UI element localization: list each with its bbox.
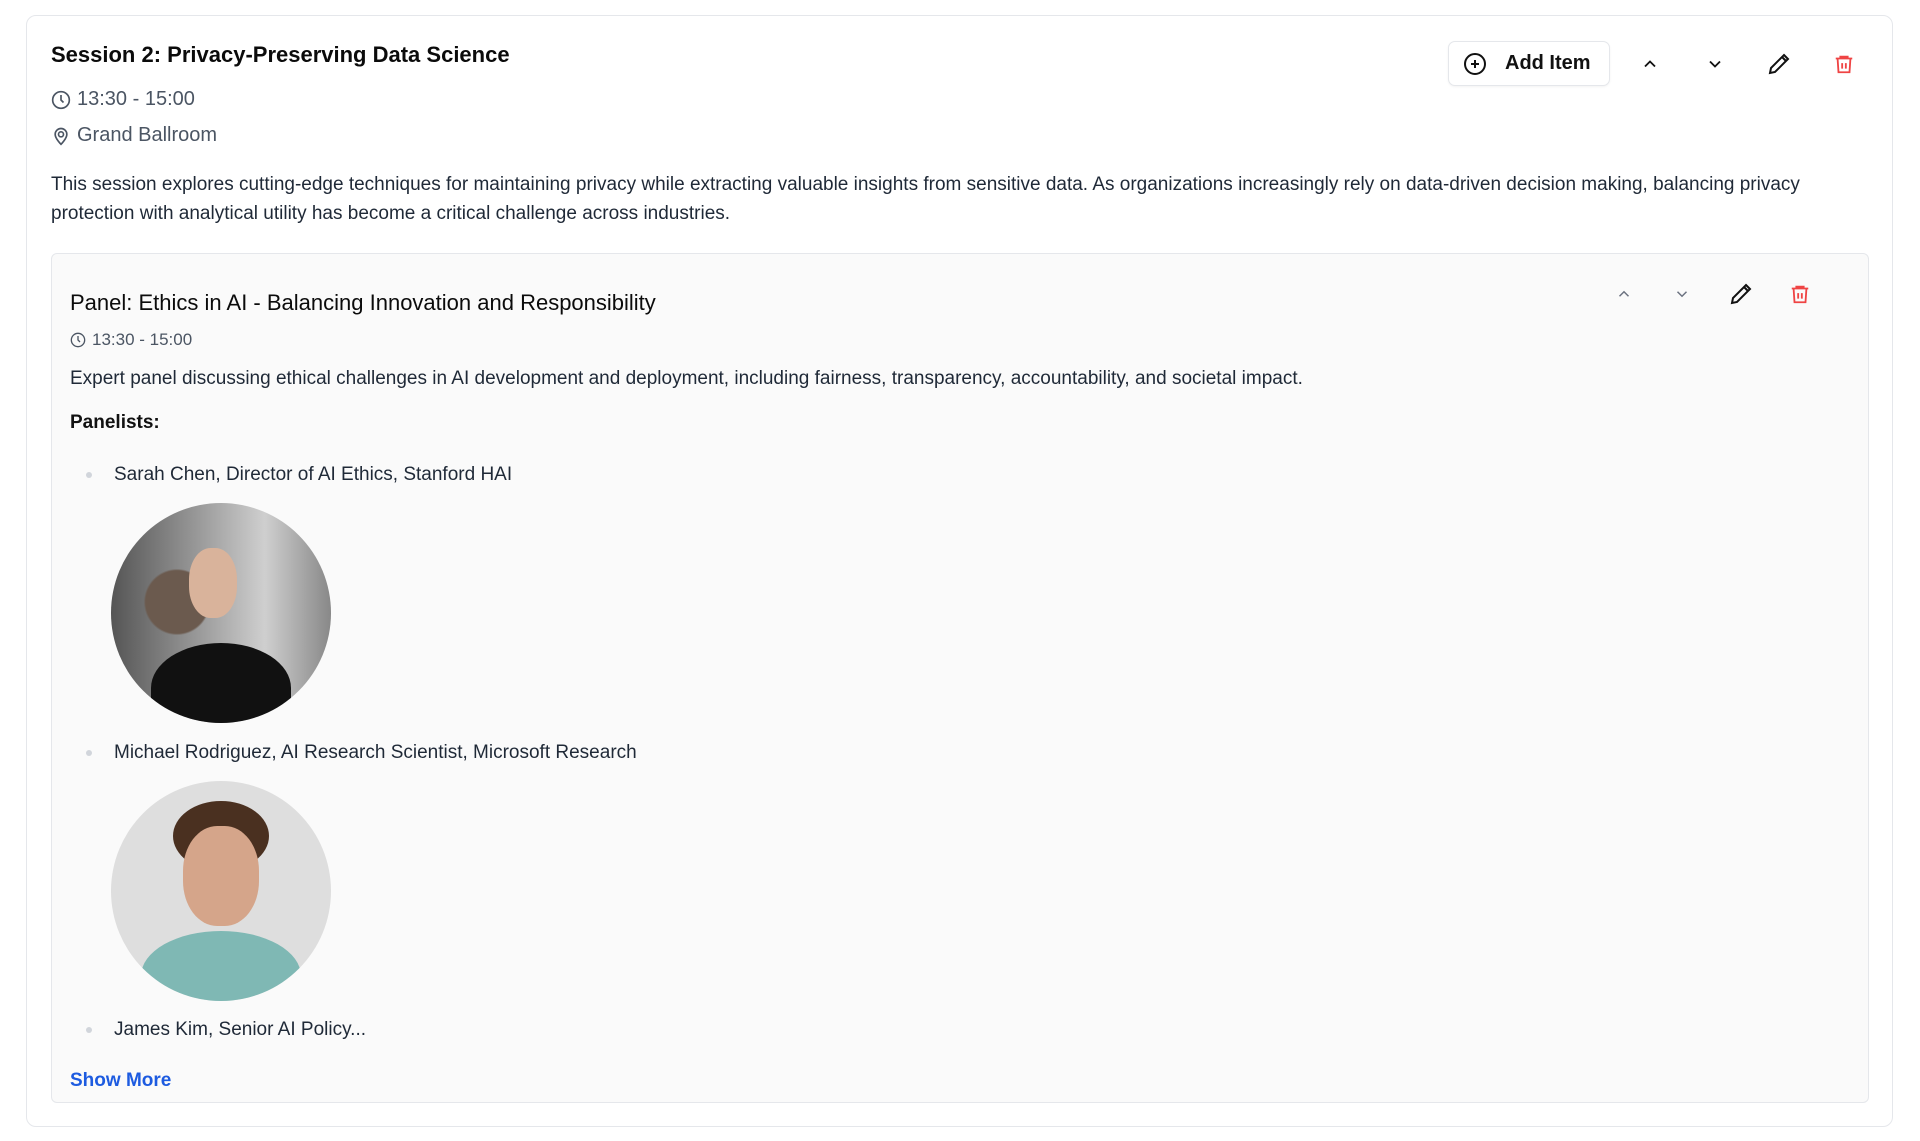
chevron-down-icon [1673, 285, 1691, 303]
panelist-name: Sarah Chen, Director of AI Ethics, Stanford HAI [114, 464, 513, 485]
pencil-icon [1767, 52, 1791, 76]
delete-button[interactable] [1826, 46, 1862, 82]
session-location-text: Grand Ballroom [77, 124, 218, 146]
session-title: Session 2: Privacy-Preserving Data Science [51, 42, 510, 67]
bullet [86, 472, 92, 478]
move-up-button[interactable] [1632, 46, 1668, 82]
panelist-item [86, 1019, 366, 1041]
bullet [86, 750, 92, 756]
chevron-down-icon [1705, 54, 1725, 74]
panel-title: Panel: Ethics in AI - Balancing Innovation and Responsibility [70, 290, 656, 315]
add-item-label: Add Item [1505, 52, 1591, 74]
session-time [51, 88, 195, 111]
move-down-button[interactable] [1697, 46, 1733, 82]
panelist-item [86, 742, 637, 764]
session-location [51, 124, 217, 147]
edit-button[interactable] [1761, 46, 1797, 82]
pencil-icon [1729, 282, 1753, 306]
panel-move-up-button[interactable] [1606, 276, 1642, 312]
panel-description: Expert panel discussing ethical challenges in AI development and deployment, including fairness, transparency, accountability, and societal impact. [70, 368, 1303, 389]
panel-move-down-button[interactable] [1664, 276, 1700, 312]
panel-time-text: 13:30 - 15:00 [92, 330, 193, 349]
map-pin-icon [51, 126, 71, 146]
panelist-item [86, 464, 512, 486]
session-description: This session explores cutting-edge techniques for maintaining privacy while extracting valuable insights from sensitive data. As organizations increasingly rely on data-driven decision making, balancing privacy protection with analytical utility has become a critical challenge across industries. [51, 174, 1800, 224]
panel-edit-button[interactable] [1723, 276, 1759, 312]
plus-circle-icon [1463, 52, 1487, 76]
chevron-up-icon [1640, 54, 1660, 74]
avatar [111, 503, 331, 723]
panel-delete-button[interactable] [1782, 276, 1818, 312]
add-item-button[interactable] [1448, 41, 1610, 86]
trash-icon [1833, 53, 1855, 75]
panel-item-card [51, 253, 1869, 1103]
chevron-up-icon [1615, 285, 1633, 303]
clock-icon [51, 90, 71, 110]
bullet [86, 1027, 92, 1033]
panel-time [70, 330, 192, 350]
session-time-text: 13:30 - 15:00 [77, 88, 195, 110]
trash-icon [1789, 283, 1811, 305]
panelist-name: James Kim, Senior AI Policy... [114, 1019, 367, 1040]
clock-icon [70, 332, 86, 348]
show-more-link[interactable]: Show More [70, 1070, 172, 1091]
avatar [111, 781, 331, 1001]
panelist-name: Michael Rodriguez, AI Research Scientist, Microsoft Research [114, 742, 637, 763]
panelists-label: Panelists: [70, 412, 160, 433]
session-card [26, 15, 1893, 1127]
